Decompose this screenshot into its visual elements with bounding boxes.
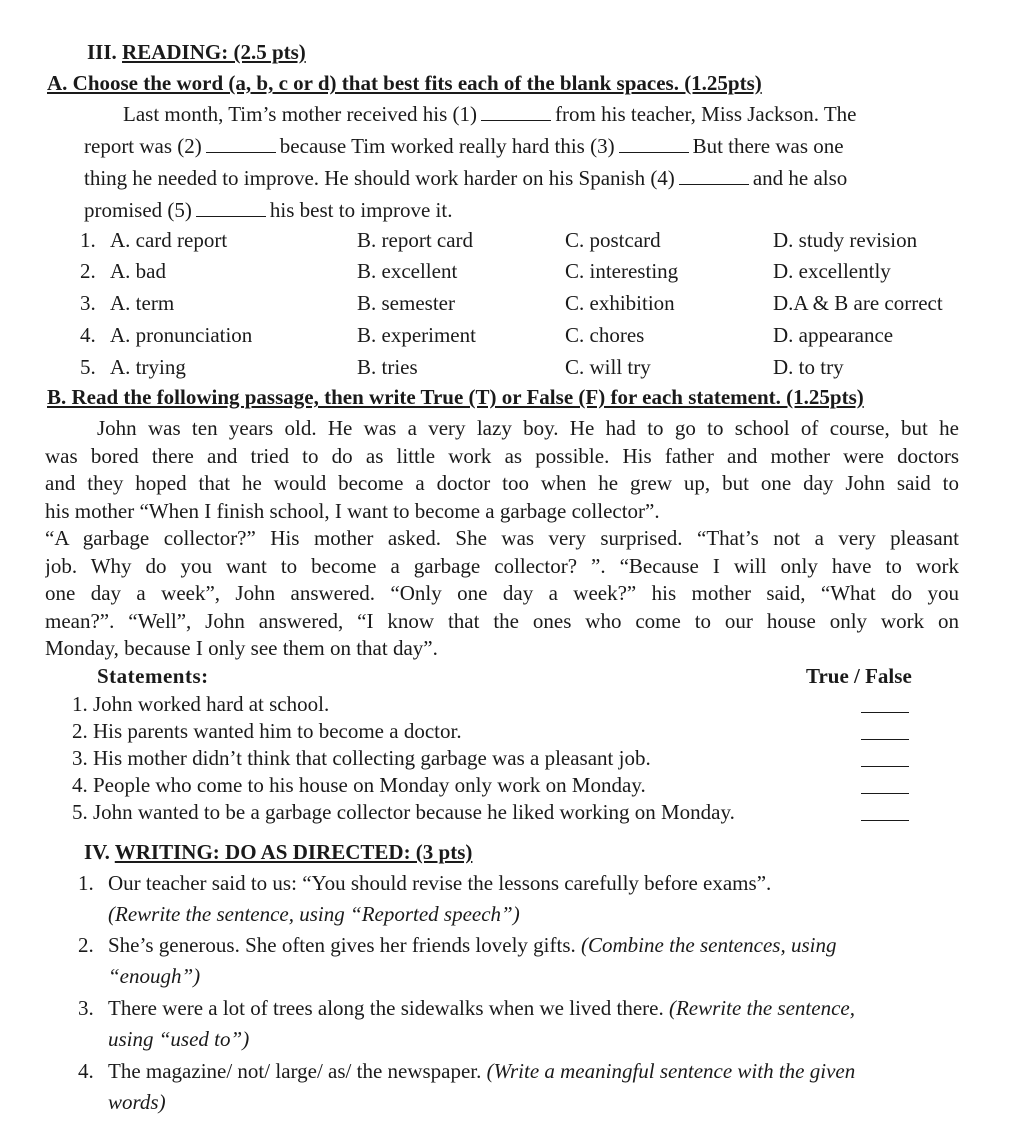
option-a[interactable]: A. pronunciation (110, 323, 253, 347)
option-a[interactable]: A. bad (110, 259, 166, 283)
passage-line: “A garbage collector?” His mother asked. She was very surprised. “That’s not a very pleasant (45, 526, 959, 550)
option-b[interactable]: B. semester (357, 291, 455, 315)
statement-item: 1. John worked hard at school. (72, 692, 330, 716)
true-false-label: True / False (806, 664, 912, 688)
option-b[interactable]: B. experiment (357, 323, 476, 347)
option-d[interactable]: D. to try (773, 355, 844, 379)
question-number: 2. (80, 259, 96, 283)
blank-1[interactable] (481, 120, 551, 121)
blank-4[interactable] (679, 184, 749, 185)
writing-item-number: 4. (78, 1059, 94, 1083)
writing-direction: (Rewrite the sentence, (668, 996, 855, 1020)
option-c[interactable]: C. postcard (565, 228, 661, 252)
writing-direction-continued: using “used to”) (108, 1027, 250, 1051)
writing-item-text (108, 933, 836, 958)
passage-line: and they hoped that he would become a doctor too when he grew up, but one day John said to (45, 471, 959, 495)
true-false-answer-blank[interactable] (861, 712, 909, 713)
passage-line: John was ten years old. He was a very lazy boy. He had to go to school of course, but he (97, 416, 959, 440)
option-c[interactable]: C. chores (565, 323, 645, 347)
part-a-passage-line-2: report was (2) because Tim worked really hard this (3) But there was one (84, 134, 844, 158)
option-c[interactable]: C. interesting (565, 259, 679, 283)
question-number: 1. (80, 228, 96, 252)
option-a[interactable]: A. trying (110, 355, 186, 379)
writing-item-text (108, 1059, 855, 1084)
question-number: 5. (80, 355, 96, 379)
passage-line: job. Why do you want to become a garbage collector? ”. “Because I will only have to work (45, 553, 959, 578)
part-a-instruction: A. Choose the word (a, b, c or d) that best fits each of the blank spaces. (1.25pts) (47, 71, 762, 95)
part-a-passage-line-1: Last month, Tim’s mother received his (1) from his teacher, Miss Jackson. The (123, 102, 857, 126)
option-c[interactable]: C. will try (565, 355, 651, 379)
true-false-answer-blank[interactable] (861, 820, 909, 821)
writing-direction: (Write a meaningful sentence with the given (486, 1059, 856, 1083)
writing-prompt: She’s generous. She often gives her friends lovely gifts. (108, 933, 576, 957)
blank-2[interactable] (206, 152, 276, 153)
option-d[interactable]: D. appearance (773, 323, 894, 347)
option-b[interactable]: B. tries (357, 355, 418, 379)
part-b-instruction: B. Read the following passage, then write True (T) or False (F) for each statement. (1.25pts) (47, 385, 864, 409)
writing-heading: IV. WRITING: DO AS DIRECTED: (3 pts) (84, 840, 473, 864)
question-number: 3. (80, 291, 96, 315)
option-a[interactable]: A. term (110, 291, 175, 315)
writing-direction-continued: (Rewrite the sentence, using “Reported speech”) (108, 902, 520, 926)
true-false-answer-blank[interactable] (861, 739, 909, 740)
option-b[interactable]: B. report card (357, 228, 474, 252)
part-a-passage-line-3: thing he needed to improve. He should work harder on his Spanish (4) and he also (84, 166, 848, 190)
blank-3[interactable] (619, 152, 689, 153)
statement-item: 4. People who come to his house on Monday only work on Monday. (72, 773, 646, 797)
writing-direction-continued: “enough”) (108, 964, 201, 988)
passage-line: one day a week”, John answered. “Only one day a week?” his mother said, “What do you (45, 581, 959, 605)
passage-line: his mother “When I finish school, I want to become a garbage collector”. (45, 498, 660, 523)
blank-5[interactable] (196, 216, 266, 217)
statement-item: 5. John wanted to be a garbage collector because he liked working on Monday. (72, 800, 735, 824)
option-a[interactable]: A. card report (110, 228, 228, 252)
passage-line: Monday, because I only see them on that day”. (45, 636, 438, 660)
writing-item-number: 3. (78, 996, 94, 1020)
writing-direction-continued: words) (108, 1090, 166, 1114)
option-d[interactable]: D.A & B are correct (773, 291, 943, 315)
true-false-answer-blank[interactable] (861, 793, 909, 794)
writing-direction: (Combine the sentences, using (581, 933, 837, 957)
statements-label: Statements: (97, 664, 209, 688)
option-d[interactable]: D. study revision (773, 228, 918, 252)
writing-prompt: Our teacher said to us: “You should revise the lessons carefully before exams”. (108, 871, 772, 895)
writing-item-text (108, 871, 771, 896)
writing-prompt: There were a lot of trees along the sidewalks when we lived there. (108, 996, 664, 1020)
option-c[interactable]: C. exhibition (565, 291, 675, 315)
passage-line: mean?”. “Well”, John answered, “I know that the ones who come to our house only work on (45, 608, 959, 633)
passage-line: was bored there and tried to do as little work as possible. His father and mother were doctors (45, 443, 959, 468)
statement-item: 2. His parents wanted him to become a doctor. (72, 719, 462, 743)
question-number: 4. (80, 323, 96, 347)
option-d[interactable]: D. excellently (773, 259, 891, 283)
statement-item: 3. His mother didn’t think that collecting garbage was a pleasant job. (72, 746, 651, 770)
true-false-answer-blank[interactable] (861, 766, 909, 767)
writing-item-number: 1. (78, 871, 94, 895)
part-a-passage-line-4: promised (5) his best to improve it. (84, 198, 453, 222)
writing-prompt: The magazine/ not/ large/ as/ the newspaper. (108, 1059, 482, 1083)
reading-heading: III. READING: (2.5 pts) (87, 40, 306, 64)
writing-item-text (108, 996, 855, 1021)
writing-item-number: 2. (78, 933, 94, 957)
option-b[interactable]: B. excellent (357, 259, 458, 283)
